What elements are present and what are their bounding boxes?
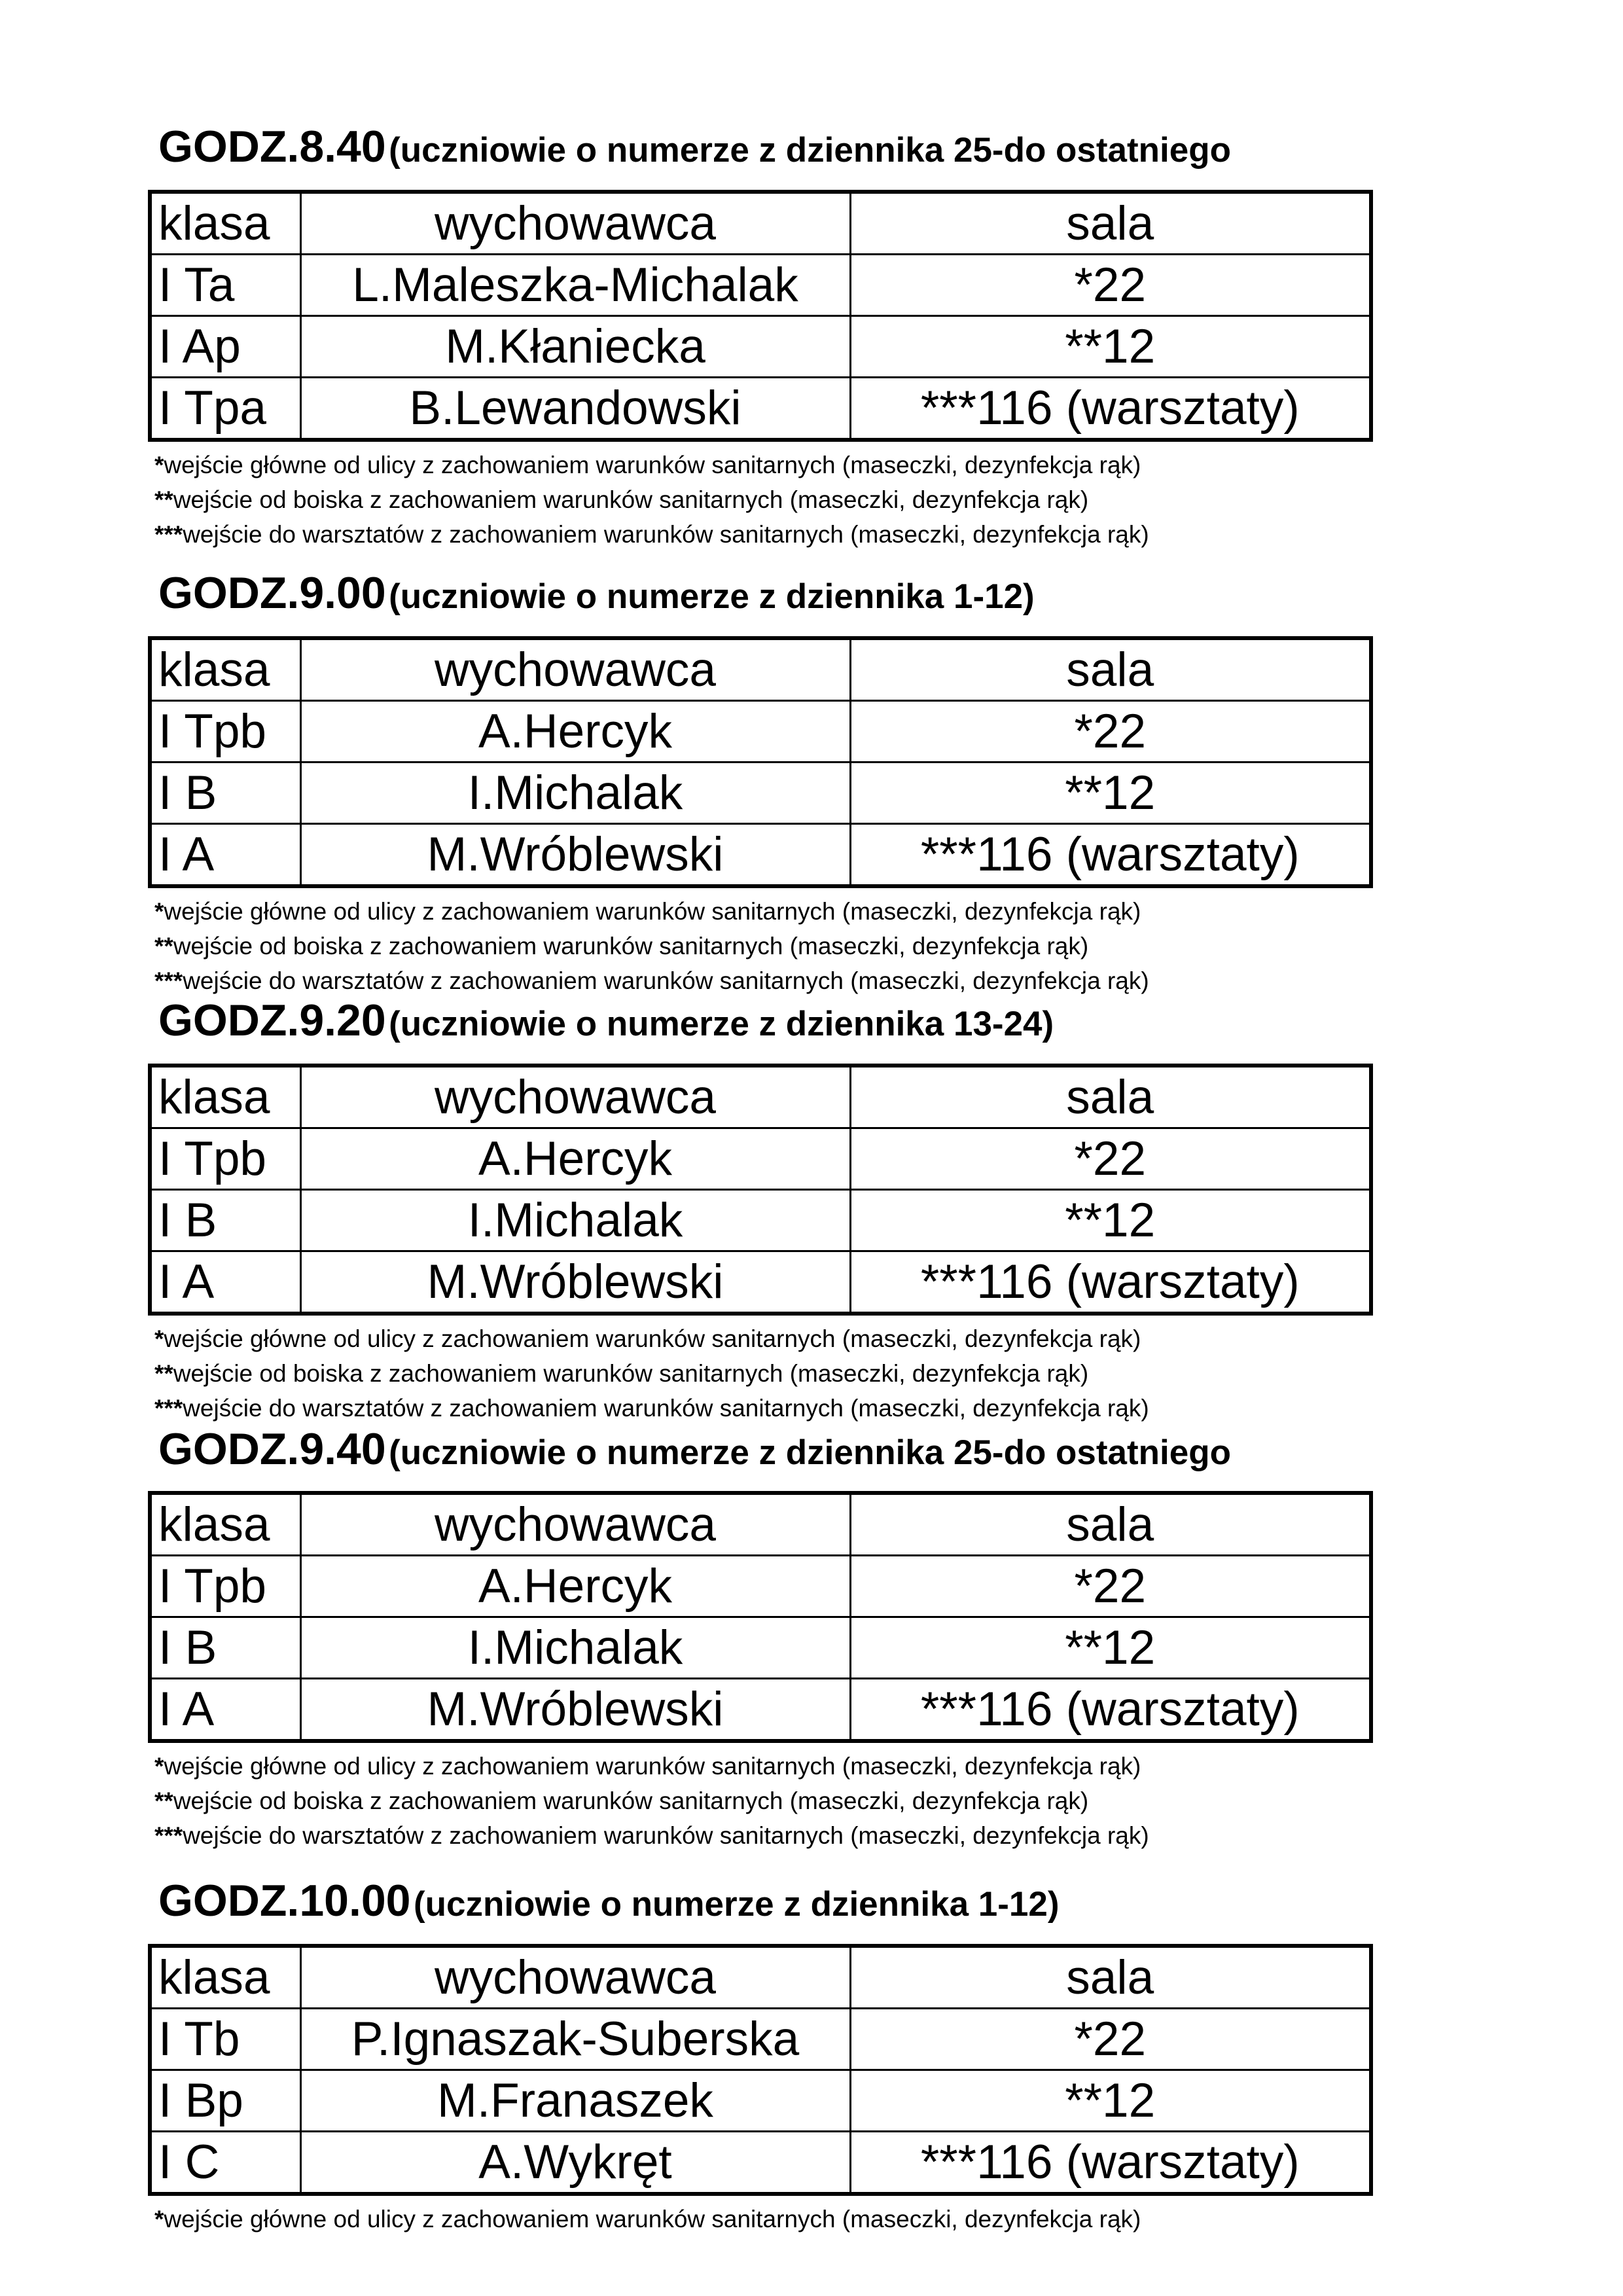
header-sala: sala [850, 1946, 1371, 2009]
note-mark: * [154, 1753, 164, 1780]
note-line [154, 2202, 1141, 2236]
cell-sala: **12 [850, 762, 1371, 824]
schedule-table [148, 190, 1373, 442]
table-row [150, 1190, 1371, 1251]
header-wychowawca: wychowawca [300, 638, 850, 701]
section-description: (uczniowie o numerze z dziennika 25-do ostatniego [389, 131, 1232, 170]
table-row [150, 316, 1371, 378]
header-wychowawca: wychowawca [300, 192, 850, 255]
cell-sala: ***116 (warsztaty) [850, 2132, 1371, 2195]
note-text: wejście główne od ulicy z zachowaniem warunków sanitarnych (maseczki, dezynfekcja rąk) [164, 2206, 1141, 2233]
cell-klasa: I B [150, 762, 300, 824]
table-row [150, 762, 1371, 824]
cell-wychowawca: A.Hercyk [300, 1556, 850, 1617]
table-row [150, 378, 1371, 440]
section-heading [158, 124, 1231, 190]
cell-sala: *22 [850, 255, 1371, 316]
cell-sala: ***116 (warsztaty) [850, 378, 1371, 440]
note-mark: ** [154, 1787, 173, 1814]
table-row [150, 1128, 1371, 1190]
cell-wychowawca: M.Franaszek [300, 2070, 850, 2132]
table-header-row [150, 192, 1371, 255]
header-wychowawca: wychowawca [300, 1493, 850, 1556]
header-sala: sala [850, 638, 1371, 701]
header-klasa: klasa [150, 192, 300, 255]
section-time: GODZ.9.40 [158, 1424, 386, 1474]
section-time: GODZ.9.20 [158, 996, 386, 1045]
cell-klasa: I Tb [150, 2009, 300, 2070]
cell-klasa: I A [150, 1251, 300, 1314]
cell-sala: ***116 (warsztaty) [850, 1251, 1371, 1314]
cell-wychowawca: P.Ignaszak-Suberska [300, 2009, 850, 2070]
schedule-table [148, 1064, 1373, 1316]
cell-klasa: I Tpb [150, 701, 300, 762]
note-line [154, 1321, 1149, 1356]
note-line [154, 482, 1149, 517]
cell-sala: **12 [850, 1190, 1371, 1251]
table-header-row [150, 638, 1371, 701]
cell-sala: **12 [850, 1617, 1371, 1679]
section-heading [158, 1424, 1232, 1492]
cell-klasa: I A [150, 824, 300, 887]
note-text: wejście od boiska z zachowaniem warunków sanitarnych (maseczki, dezynfekcja rąk) [173, 486, 1089, 513]
table-row [150, 824, 1371, 887]
table-row [150, 255, 1371, 316]
table-header-row [150, 1066, 1371, 1128]
note-line [154, 963, 1149, 998]
table-row [150, 1679, 1371, 1742]
cell-wychowawca: M.Kłaniecka [300, 316, 850, 378]
note-line [154, 894, 1149, 929]
cell-sala: *22 [850, 2009, 1371, 2070]
note-mark: *** [154, 1822, 183, 1849]
note-mark: *** [154, 967, 183, 994]
cell-sala: *22 [850, 1128, 1371, 1190]
cell-klasa: I C [150, 2132, 300, 2195]
cell-klasa: I Ap [150, 316, 300, 378]
cell-wychowawca: L.Maleszka-Michalak [300, 255, 850, 316]
table-row [150, 1556, 1371, 1617]
header-wychowawca: wychowawca [300, 1946, 850, 2009]
note-mark: *** [154, 1395, 183, 1422]
section-time: GODZ.10.00 [158, 1876, 411, 1926]
note-line [154, 1391, 1149, 1426]
cell-wychowawca: M.Wróblewski [300, 824, 850, 887]
cell-klasa: I Bp [150, 2070, 300, 2132]
note-text: wejście główne od ulicy z zachowaniem warunków sanitarnych (maseczki, dezynfekcja rąk) [164, 1753, 1141, 1780]
entrance-notes [154, 448, 1149, 552]
header-sala: sala [850, 192, 1371, 255]
cell-sala: ***116 (warsztaty) [850, 1679, 1371, 1742]
note-line [154, 517, 1149, 552]
note-mark: * [154, 898, 164, 925]
section-description: (uczniowie o numerze z dziennika 1-12) [413, 1885, 1060, 1924]
header-sala: sala [850, 1066, 1371, 1128]
note-line [154, 929, 1149, 963]
note-text: wejście główne od ulicy z zachowaniem warunków sanitarnych (maseczki, dezynfekcja rąk) [164, 1325, 1141, 1352]
entrance-notes [154, 894, 1149, 998]
header-klasa: klasa [150, 1946, 300, 2009]
note-text: wejście od boiska z zachowaniem warunków sanitarnych (maseczki, dezynfekcja rąk) [173, 1360, 1089, 1387]
note-mark: * [154, 452, 164, 478]
cell-wychowawca: A.Hercyk [300, 1128, 850, 1190]
cell-klasa: I Tpb [150, 1128, 300, 1190]
header-wychowawca: wychowawca [300, 1066, 850, 1128]
section-heading [158, 1878, 1060, 1944]
header-klasa: klasa [150, 638, 300, 701]
note-text: wejście do warsztatów z zachowaniem warunków sanitarnych (maseczki, dezynfekcja rąk) [183, 967, 1149, 994]
schedule-table [148, 1491, 1373, 1743]
table-row [150, 2132, 1371, 2195]
cell-wychowawca: M.Wróblewski [300, 1679, 850, 1742]
note-line [154, 1818, 1149, 1853]
table-row [150, 1251, 1371, 1314]
note-line [154, 448, 1149, 482]
table-header-row [150, 1946, 1371, 2009]
cell-wychowawca: M.Wróblewski [300, 1251, 850, 1314]
cell-sala: *22 [850, 701, 1371, 762]
note-text: wejście od boiska z zachowaniem warunków sanitarnych (maseczki, dezynfekcja rąk) [173, 1787, 1089, 1814]
cell-klasa: I B [150, 1190, 300, 1251]
note-line [154, 1749, 1149, 1784]
entrance-notes [154, 1749, 1149, 1853]
note-mark: ** [154, 1360, 173, 1387]
cell-klasa: I Ta [150, 255, 300, 316]
section-heading [158, 998, 1054, 1064]
section-description: (uczniowie o numerze z dziennika 13-24) [389, 1005, 1054, 1043]
note-text: wejście od boiska z zachowaniem warunków sanitarnych (maseczki, dezynfekcja rąk) [173, 933, 1089, 960]
cell-wychowawca: I.Michalak [300, 1617, 850, 1679]
note-text: wejście główne od ulicy z zachowaniem warunków sanitarnych (maseczki, dezynfekcja rąk) [164, 898, 1141, 925]
cell-sala: **12 [850, 316, 1371, 378]
section-time: GODZ.8.40 [158, 122, 386, 171]
section-description: (uczniowie o numerze z dziennika 1-12) [389, 577, 1035, 616]
table-row [150, 1617, 1371, 1679]
cell-sala: **12 [850, 2070, 1371, 2132]
cell-klasa: I A [150, 1679, 300, 1742]
note-text: wejście do warsztatów z zachowaniem warunków sanitarnych (maseczki, dezynfekcja rąk) [183, 1822, 1149, 1849]
cell-wychowawca: A.Wykręt [300, 2132, 850, 2195]
note-mark: * [154, 1325, 164, 1352]
header-klasa: klasa [150, 1493, 300, 1556]
note-mark: *** [154, 521, 183, 548]
note-mark: * [154, 2206, 164, 2233]
table-header-row [150, 1493, 1371, 1556]
table-row [150, 2009, 1371, 2070]
cell-wychowawca: B.Lewandowski [300, 378, 850, 440]
schedule-table [148, 636, 1373, 888]
cell-klasa: I Tpb [150, 1556, 300, 1617]
note-line [154, 1356, 1149, 1391]
table-row [150, 701, 1371, 762]
cell-wychowawca: I.Michalak [300, 762, 850, 824]
cell-klasa: I Tpa [150, 378, 300, 440]
header-klasa: klasa [150, 1066, 300, 1128]
note-text: wejście do warsztatów z zachowaniem warunków sanitarnych (maseczki, dezynfekcja rąk) [183, 1395, 1149, 1422]
note-text: wejście główne od ulicy z zachowaniem warunków sanitarnych (maseczki, dezynfekcja rąk) [164, 452, 1141, 478]
note-text: wejście do warsztatów z zachowaniem warunków sanitarnych (maseczki, dezynfekcja rąk) [183, 521, 1149, 548]
entrance-notes [154, 1321, 1149, 1426]
cell-wychowawca: I.Michalak [300, 1190, 850, 1251]
note-line [154, 1784, 1149, 1818]
entrance-notes [154, 2202, 1141, 2236]
note-mark: ** [154, 486, 173, 513]
section-time: GODZ.9.00 [158, 568, 386, 618]
section-heading [158, 568, 1035, 636]
section-description: (uczniowie o numerze z dziennika 25-do ostatniego [389, 1433, 1232, 1472]
schedule-table [148, 1944, 1373, 2196]
cell-wychowawca: A.Hercyk [300, 701, 850, 762]
cell-sala: ***116 (warsztaty) [850, 824, 1371, 887]
cell-sala: *22 [850, 1556, 1371, 1617]
cell-klasa: I B [150, 1617, 300, 1679]
table-row [150, 2070, 1371, 2132]
header-sala: sala [850, 1493, 1371, 1556]
note-mark: ** [154, 933, 173, 960]
